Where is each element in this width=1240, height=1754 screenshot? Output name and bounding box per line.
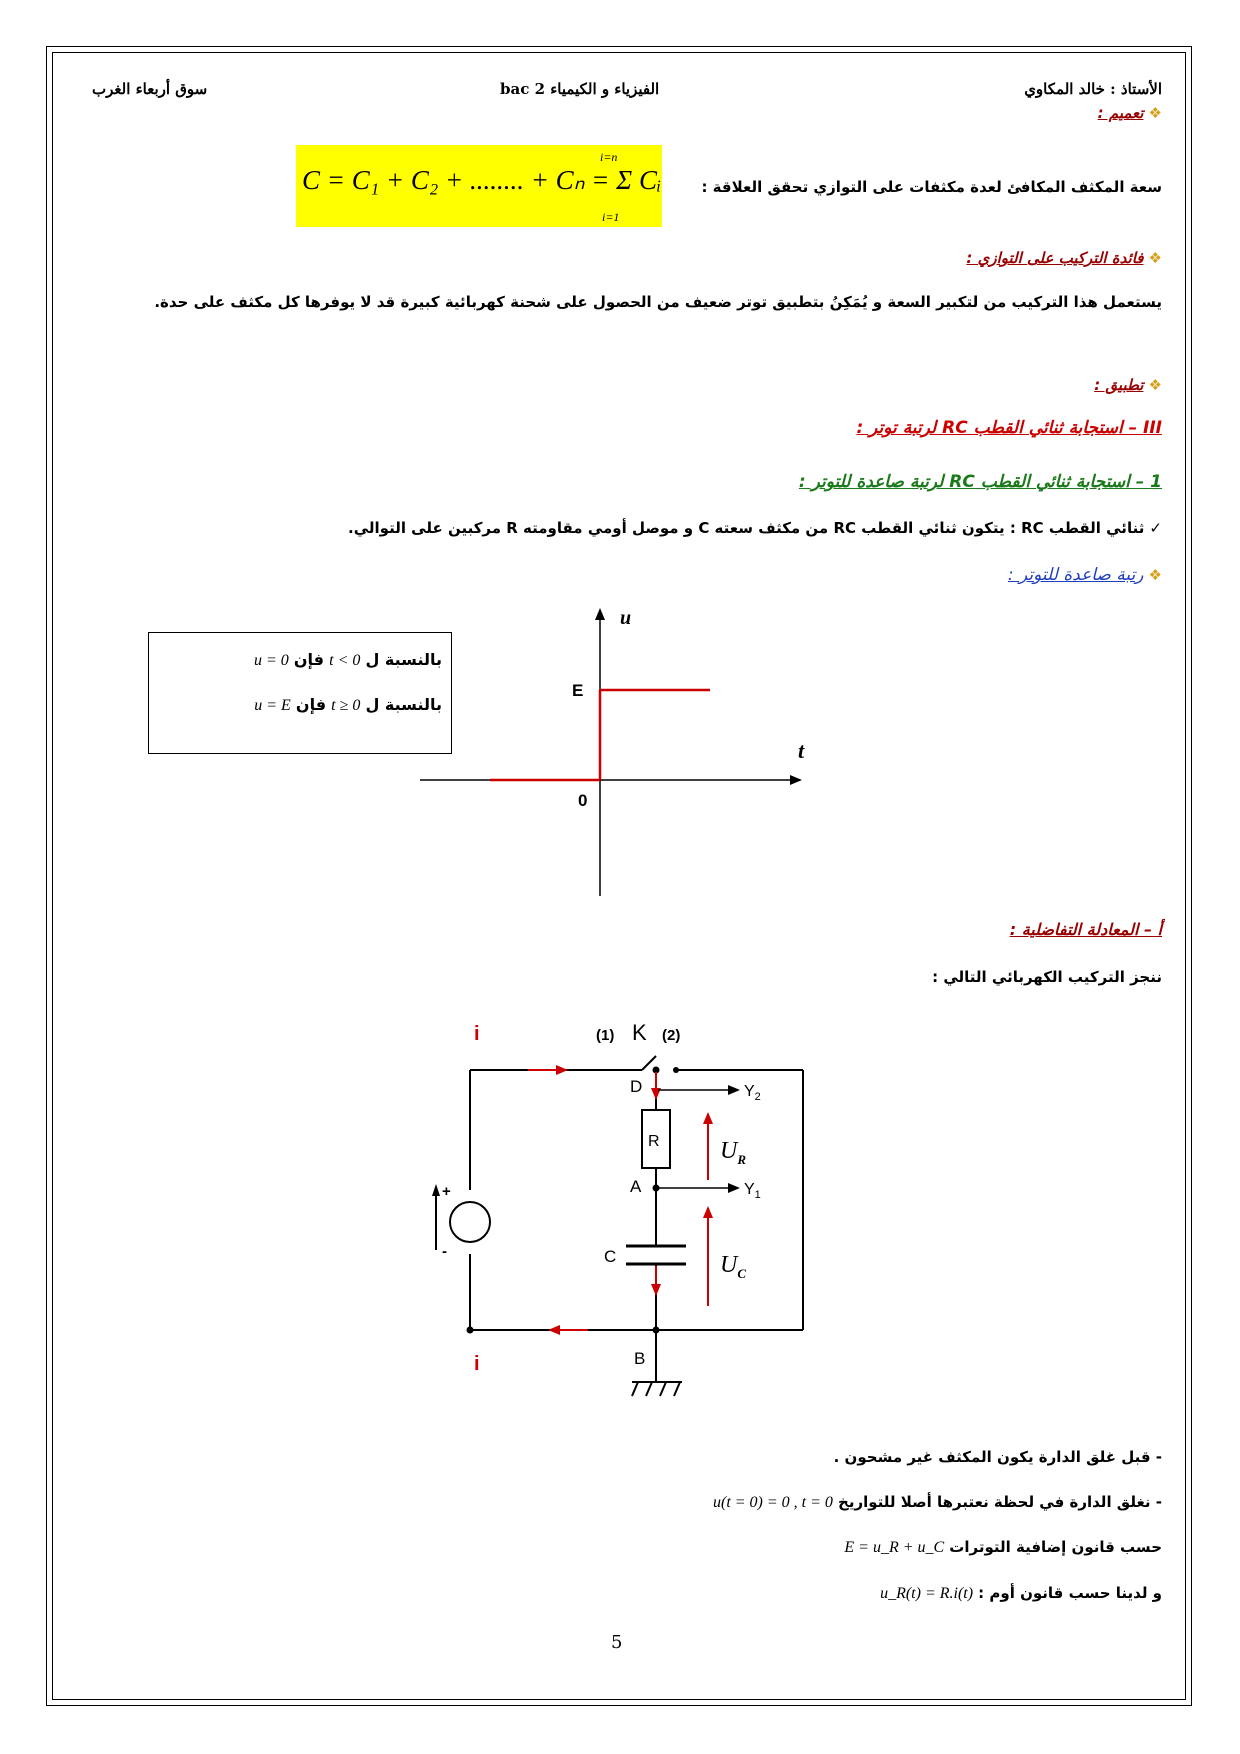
uc-label: $U_C$ <box>720 1252 747 1281</box>
condition-2-inequality: t ≥ 0 <box>331 697 361 714</box>
ur-label: $U_R$ <box>720 1138 747 1167</box>
sum-lower-limit: i=1 <box>602 210 620 224</box>
header-subject: الفيزياء و الكيمياء 2 bac <box>500 80 660 98</box>
current-arrow-c <box>651 1284 661 1296</box>
u-axis-label: u <box>620 607 632 629</box>
note-2-text: - نغلق الدارة في لحظة نعتبرها أصلا للتواريخ <box>838 1493 1162 1511</box>
y1-label: $Y_1$ <box>744 1181 761 1201</box>
generator <box>450 1202 490 1242</box>
node-b-dot <box>653 1327 660 1334</box>
diff-eq-intro: ننجز التركيب الكهربائي التالي : <box>932 968 1162 986</box>
ground-tick-2 <box>646 1382 652 1396</box>
condition-1-inequality: t < 0 <box>329 652 361 669</box>
node-a-label: A <box>630 1177 642 1196</box>
y1-arrow-head <box>728 1183 740 1193</box>
e-label: E <box>572 681 584 700</box>
y2-arrow-head <box>728 1085 740 1095</box>
benefit-text: يستعمل هذا التركيب من لتكبير السعة و يُمَكِنُ بتطبيق توتر ضعيف من الحصول على شحنة كهربائية كبيرة قد لا يوفرها كل مكثف على حدة. <box>154 293 1162 311</box>
generalization-title: تعميم : <box>1097 104 1144 122</box>
rising-step-heading <box>1008 565 1162 585</box>
switch-pos-2: (2) <box>662 1027 681 1044</box>
switch-label: K <box>632 1020 647 1045</box>
ur-arrow-head <box>703 1112 713 1124</box>
check-icon: ✓ <box>1149 519 1162 537</box>
benefit-title: فائدة التركيب على التوازي : <box>966 249 1144 267</box>
note-4 <box>880 1583 1162 1603</box>
note-1: - قبل غلق الدارة يكون المكثف غير مشحون . <box>833 1448 1162 1466</box>
node-d-label: D <box>630 1077 643 1096</box>
current-label-bottom: i <box>474 1353 480 1375</box>
note-3-math: E = u_R + u_C <box>844 1539 945 1556</box>
step-graph <box>410 600 820 900</box>
page-number: 5 <box>611 1632 623 1653</box>
condition-1-then: فإن <box>293 650 325 669</box>
t-axis-arrow <box>790 775 802 785</box>
application-title: تطبيق : <box>1094 376 1144 394</box>
dipole-text: ثنائي القطب RC : يتكون ثنائي القطب RC من مكثف سعته C و موصل أومي مقاومته R مركبين على التوالي. <box>348 519 1145 537</box>
diamond-bullet-icon: ❖ <box>1148 104 1162 122</box>
capacitor-label: C <box>604 1247 617 1266</box>
benefit-heading <box>966 248 1162 267</box>
condition-2-then: فإن <box>295 695 327 714</box>
note-4-text: و لدينا حسب قانون أوم : <box>978 1584 1162 1602</box>
header-school: سوق أربعاء الغرب <box>92 80 208 98</box>
generalization-heading <box>1098 103 1162 122</box>
header-teacher: الأستاذ : خالد المكاوي <box>1024 80 1162 98</box>
diff-eq-title: أ – المعادلة التفاضلية : <box>1009 920 1162 939</box>
condition-2-value: u = E <box>254 697 291 714</box>
left-top-dot <box>467 1327 474 1334</box>
dipole-line <box>348 518 1162 537</box>
u-axis-arrow <box>595 608 605 620</box>
resistor-label: R <box>648 1133 660 1150</box>
node-b-label: B <box>634 1349 646 1368</box>
y2-label: $Y_2$ <box>744 1083 761 1103</box>
formula-expression: C = C₁ + C₂ + ........ + Cₙ = Σ Cᵢ <box>302 165 662 195</box>
sum-upper-limit: i=n <box>600 150 618 164</box>
condition-2-label: بالنسبة ل <box>365 695 442 714</box>
generalization-text: سعة المكثف المكافئ لعدة مكثفات على التوازي تحقق العلاقة : <box>701 178 1162 196</box>
diamond-bullet-icon: ❖ <box>1148 376 1162 394</box>
note-2-math: u(t = 0) = 0 , t = 0 <box>712 1494 833 1511</box>
ground-tick-1 <box>632 1382 638 1396</box>
rising-step-title: رتبة صاعدة للتوتر : <box>1007 565 1144 585</box>
ground-tick-4 <box>674 1382 680 1396</box>
generator-plus: + <box>442 1183 451 1200</box>
current-label-top: i <box>474 1023 480 1045</box>
rc-circuit <box>420 1010 840 1420</box>
condition-1-label: بالنسبة ل <box>365 650 442 669</box>
ground-tick-3 <box>660 1382 666 1396</box>
origin-label: 0 <box>578 791 588 810</box>
application-heading <box>1094 375 1162 394</box>
switch-contact-2 <box>673 1067 679 1073</box>
switch-pos-1: (1) <box>596 1027 615 1044</box>
note-3 <box>844 1537 1162 1557</box>
t-axis-label: t <box>798 738 805 763</box>
section-3-title: III – استجابة ثنائي القطب RC لرتبة توتر : <box>856 418 1162 438</box>
uc-arrow-head <box>703 1206 713 1218</box>
section-3-1-title: 1 – استجابة ثنائي القطب RC لرتبة صاعدة للتوتر : <box>798 472 1162 492</box>
diamond-bullet-icon: ❖ <box>1148 566 1162 584</box>
generator-arrow-head <box>432 1184 440 1196</box>
generator-minus: - <box>442 1243 447 1260</box>
note-4-math: u_R(t) = R.i(t) <box>880 1585 974 1602</box>
note-2 <box>713 1492 1162 1512</box>
diamond-bullet-icon: ❖ <box>1148 249 1162 267</box>
condition-1-value: u = 0 <box>254 652 289 669</box>
note-3-text: حسب قانون إضافية التوترات <box>949 1538 1162 1556</box>
